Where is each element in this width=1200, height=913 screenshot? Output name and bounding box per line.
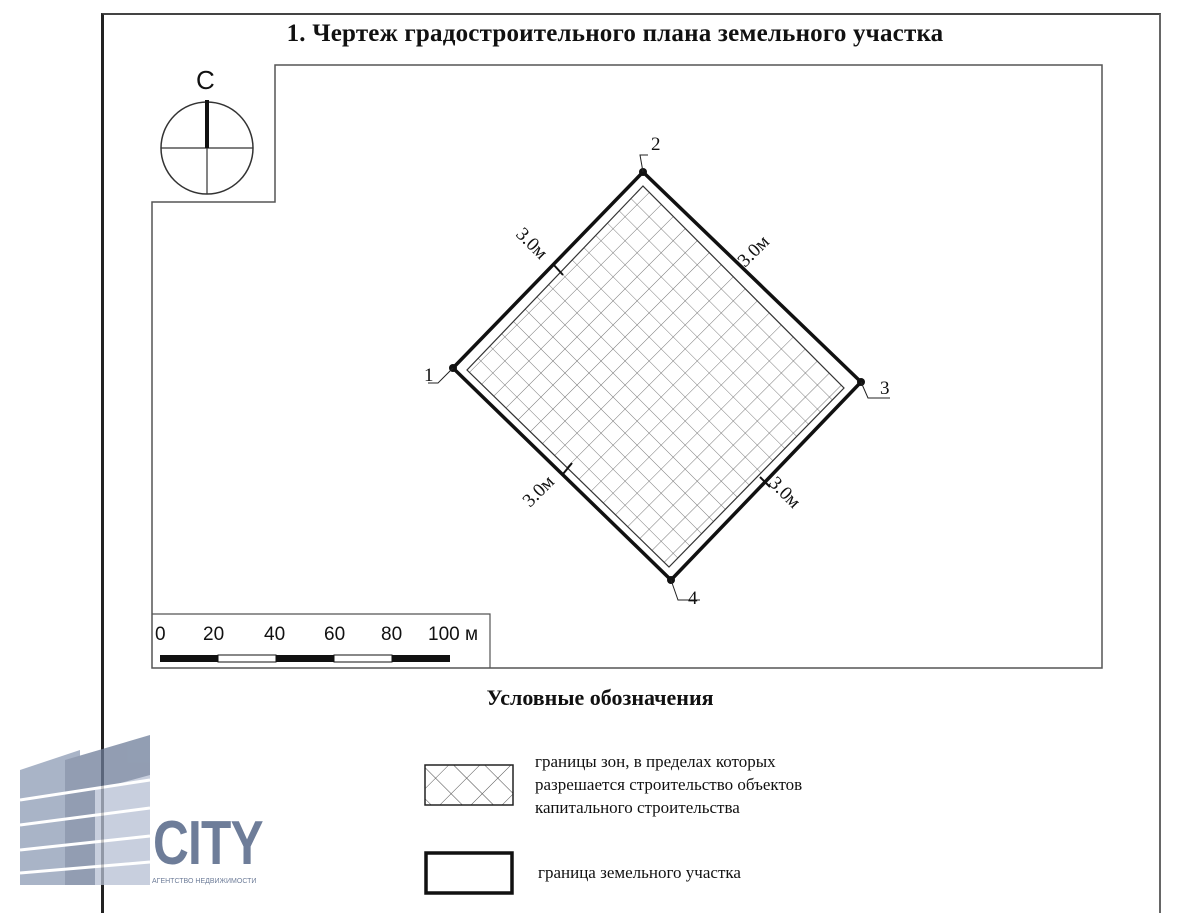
setback-label-ne: 3.0м: [733, 231, 774, 272]
legend-item-plot-boundary: [538, 861, 741, 884]
setback-label-nw: 3.0м: [511, 223, 552, 264]
point-label-4: 4: [688, 588, 698, 609]
scale-tick-40: 40: [264, 624, 286, 645]
page-title: 1. Чертеж градостроительного плана земельного участка: [286, 20, 944, 47]
scale-tick-0: 0: [155, 624, 166, 645]
watermark-subtitle: АГЕНТСТВО НЕДВИЖИМОСТИ: [152, 878, 257, 885]
point-label-1: 1: [424, 365, 434, 386]
north-label: С: [196, 65, 215, 95]
legend-boundary-swatch: [426, 853, 512, 893]
compass: [161, 65, 253, 194]
point-label-2: 2: [651, 134, 661, 155]
point-label-3: 3: [880, 378, 890, 399]
watermark-building-icon: [20, 735, 150, 885]
scale-tick-20: 20: [203, 624, 225, 645]
scale-bar: [152, 614, 490, 668]
legend-boundary-line-1: граница земельного участка: [538, 863, 741, 882]
legend-item-building-zone: [535, 750, 802, 819]
setback-label-se: 3.0м: [764, 472, 805, 513]
legend-zone-line-3: капитального строительства: [535, 798, 740, 817]
scale-tick-100: 100 м: [428, 624, 479, 645]
setback-label-sw: 3.0м: [518, 471, 559, 512]
legend-zone-line-1: границы зон, в пределах которых: [535, 752, 776, 771]
scale-tick-80: 80: [381, 624, 403, 645]
scale-tick-60: 60: [324, 624, 346, 645]
watermark-brand: CITY: [153, 809, 263, 878]
legend-zone-swatch: [425, 765, 513, 805]
legend-zone-line-2: разрешается строительство объектов: [535, 775, 803, 794]
legend-title: Условные обозначения: [486, 685, 714, 710]
